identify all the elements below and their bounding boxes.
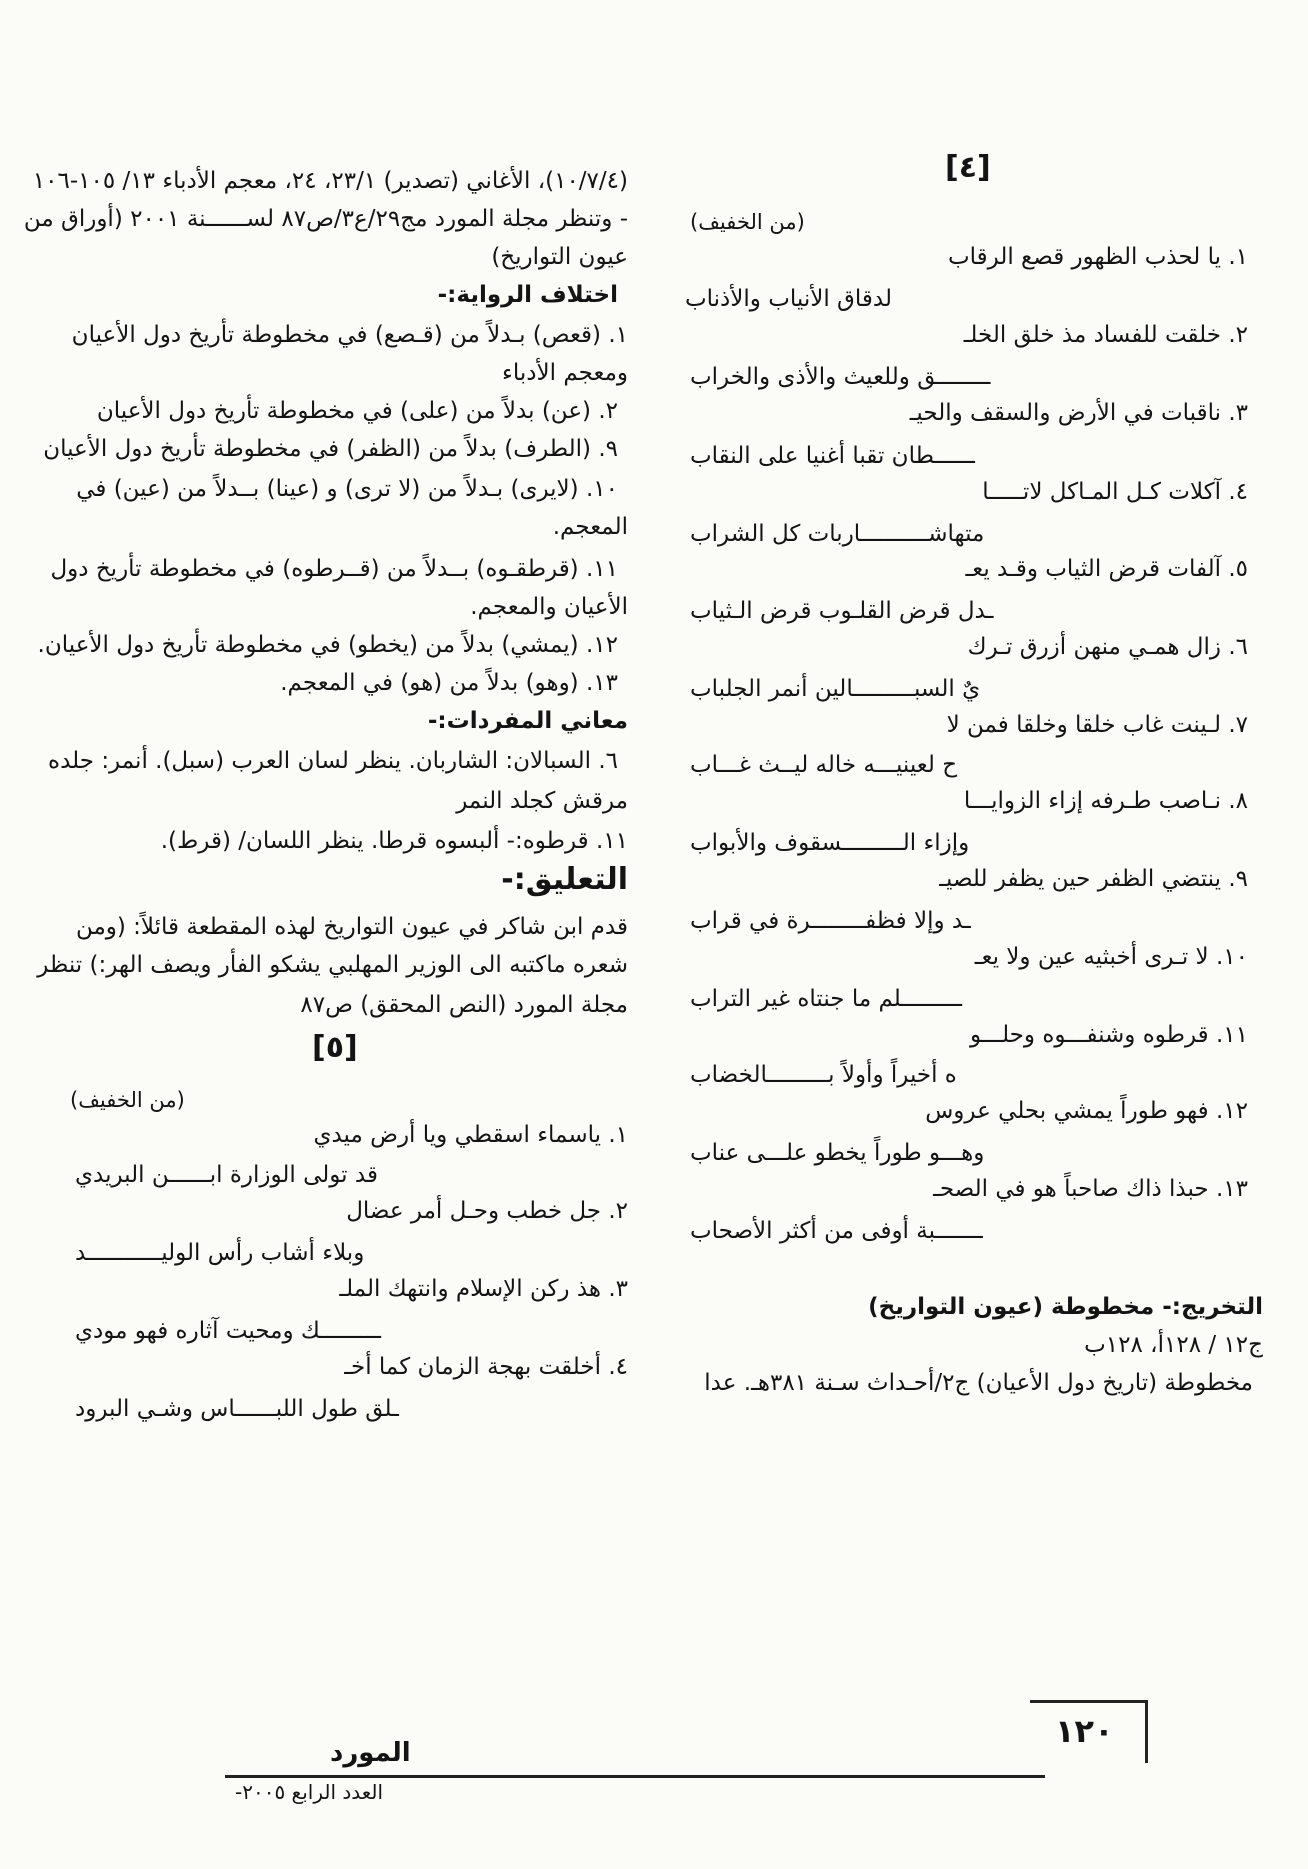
verse-line: وإزاء الـــــــــسقوف والأبواب (690, 830, 970, 856)
verse-line: ١. يا لحذب الظهور قصع الرقاب (948, 244, 1248, 270)
verse-line: ١٠. لا تـرى أخبثيه عين ولا يعـ (974, 944, 1248, 970)
verse-line: ٣. هذ ركن الإسلام وانتهك الملـ (339, 1276, 628, 1302)
verse-line: ١٣. حبذا ذاك صاحباً هو في الصحـ (933, 1176, 1248, 1202)
note-line: ٢. (عن) بدلاً من (على) في مخطوطة تأريخ دول الأعيان (96, 398, 618, 424)
verse-line: ـلق طول اللبــــــاس وشـي البرود (75, 1396, 399, 1422)
verse-line: ـدل قرض القلـوب قرض الـثياب (690, 598, 994, 624)
issue-label: العدد الرابع ٢٠٠٥- (235, 1780, 384, 1804)
takhrij-line: ج١٢ / ١٢٨أ، ١٢٨ب (1084, 1332, 1263, 1358)
verse-line: ـــــــبة أوفى من أكثر الأصحاب (690, 1218, 983, 1244)
verse-line: ٢. جل خطب وحـل أمر عضال (346, 1198, 628, 1224)
takhrij-line: مخطوطة (تاريخ دول الأعيان) ج٢/أحـداث سـنة ٣٨١هـ. عدا (704, 1370, 1253, 1396)
verse-line: ٦. زال همـي منهن أزرق تـرك (967, 634, 1248, 660)
note-line: ١٣. (وهو) بدلاً من (هو) في المعجم. (280, 670, 618, 696)
verse-line: ـــــــــك ومحيت آثاره فهو مودي (75, 1318, 381, 1344)
note-line: ١. (قعص) بـدلاً من (قـصع) في مخطوطة تأريخ دول الأعيان (71, 322, 628, 348)
verse-line: ـــــــــلم ما جنتاه غير التراب (690, 986, 963, 1012)
note-line: المعجم. (552, 514, 628, 540)
note-line: ومعجم الأدباء (502, 360, 628, 386)
note-line: ٦. السبالان: الشاربان. ينظر لسان العرب (سبل). أنمر: جلده (48, 748, 618, 774)
section-heading-riwaya: اختلاف الرواية:- (437, 282, 618, 308)
page-number: ١٢٠ (1055, 1712, 1114, 1750)
verse-line: ٨. نـاصب طـرفه إزاء الزوايـــا (963, 788, 1248, 814)
footer-rule (225, 1775, 1045, 1778)
verse-line: ٢. خلقت للفساد مذ خلق الخلـ (963, 322, 1248, 348)
verse-line: وهـــو طوراً يخطو علـــى عناب (690, 1140, 985, 1166)
poem-number-5: [٥] (312, 1030, 358, 1065)
verse-line: ـد وإلا فظفــــــــرة في قراب (690, 908, 971, 934)
verse-line: ٤. أخلقت بهجة الزمان كما أخـ (344, 1354, 628, 1380)
note-line: مرقش كجلد النمر (456, 788, 628, 814)
verse-line: لدقاق الأنياب والأذناب (685, 286, 892, 312)
verse-line: يٌ السبـــــــــالين أنمر الجلباب (690, 676, 981, 702)
reference-line: - وتنظر مجلة المورد مج٢٩/ع٣/ص٨٧ لســــــنة ٢٠٠١ (أوراق من (23, 206, 628, 232)
verse-line: ٧. لـينت غاب خلقا وخلقا فمن لا (946, 712, 1248, 738)
note-line: ١٠. (لايرى) بـدلاً من (لا ترى) و (عينا) بــدلاً من (عين) في (76, 476, 618, 502)
verse-line: ــــــــق وللعيث والأذى والخراب (690, 364, 991, 390)
reference-line: عيون التواريخ) (491, 244, 628, 270)
verse-line: ٤. آكلات كـل المـاكل لاتـــــا (982, 479, 1248, 505)
note-line: ١٢. (يمشي) بدلاً من (يخطو) في مخطوطة تأريخ دول الأعيان. (37, 632, 618, 658)
verse-line: ٥. آلفات قرض الثياب وقـد يعـ (965, 556, 1248, 582)
verse-line: ١٢. فهو طوراً يمشي بحلي عروس (925, 1098, 1248, 1124)
meter-label: (من الخفيف) (70, 1088, 185, 1112)
verse-line: ــــــطان تقبا أغنيا على النقاب (690, 443, 975, 469)
note-line: ١١. (قرطقـوه) بــدلاً من (قــرطوه) في مخطوطة تأريخ دول (50, 556, 618, 582)
verse-line: ٣. ناقبات في الأرض والسقف والحيـ (909, 400, 1248, 426)
commentary-line: شعره ماكتبه الى الوزير المهلبي يشكو الفأر ويصف الهر:) تنظر (37, 952, 628, 978)
verse-line: وبلاء أشاب رأس الوليـــــــــــد (75, 1240, 365, 1266)
verse-line: قد تولى الوزارة ابــــــن البريدي (75, 1162, 378, 1188)
verse-line: ح لعينيـــه خاله ليــث غـــاب (690, 752, 958, 778)
meter-label: (من الخفيف) (690, 210, 805, 234)
journal-name: المورد (330, 1738, 411, 1768)
verse-line: ١١. قرطوه وشنفـــوه وحلـــو (969, 1022, 1248, 1048)
commentary-line: مجلة المورد (النص المحقق) ص٨٧ (300, 992, 628, 1018)
section-heading-taliq: التعليق:- (501, 862, 628, 897)
commentary-line: قدم ابن شاكر في عيون التواريخ لهذه المقطعة قائلاً: (ومن (75, 914, 628, 940)
poem-number-4: [٤] (945, 150, 991, 185)
note-line: ٩. (الطرف) بدلاً من (الظفر) في مخطوطة تأريخ دول الأعيان (43, 436, 618, 462)
verse-line: ٩. ينتضي الظفر حين يظفر للصيـ (939, 866, 1248, 892)
verse-line: ه أخيراً وأولاً بـــــــــالخضاب (690, 1062, 957, 1088)
verse-line: متهاشــــــــــاربات كل الشراب (690, 521, 985, 547)
section-heading-mufradat: معاني المفردات:- (427, 708, 628, 734)
reference-line: (١٠/٧/٤)، الأغاني (تصدير) ٢٣/١، ٢٤، معجم الأدباء ١٣/ ١٠٥-١٠٦ (32, 168, 628, 194)
note-line: ١١. قرطوه:- ألبسوه قرطا. ينظر اللسان/ (قرط). (160, 828, 628, 854)
note-line: الأعيان والمعجم. (470, 594, 628, 620)
verse-line: ١. ياسماء اسقطي ويا أرض ميدي (313, 1122, 628, 1148)
takhrij-line: التخريج:- مخطوطة (عيون التواريخ) (868, 1294, 1263, 1320)
